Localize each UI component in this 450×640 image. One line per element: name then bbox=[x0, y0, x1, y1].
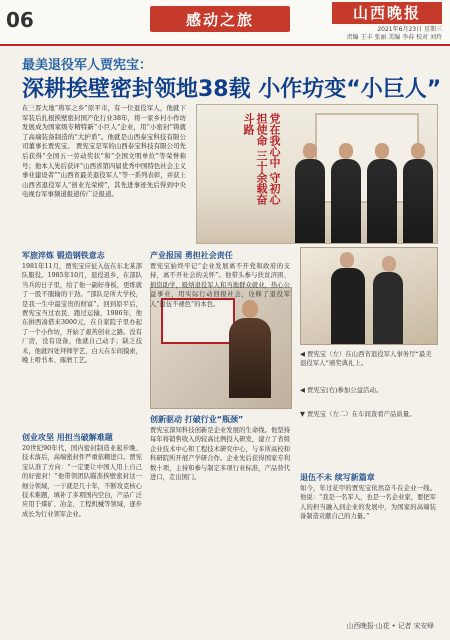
article-kicker: 最美退役军人贾宪宝： bbox=[22, 58, 153, 73]
section-body-3: 贾宪宝深知科技创新是企业发展的生命线。他坚持每年将销售收入的较高比例投入研发，建立了省级企业技术中心和工程技术研究中心，与多所高校和科研院所开展产学研合作。企业先后获得国家专利数十项，主持和参与制定多项行业标准，产品替代进口，走出国门。 bbox=[150, 427, 290, 482]
article-lede: 在三晋大地“将军之乡”原平市，有一位退役军人，他就下军装后扎根挨壁密封国产化行业38年，将一家乡村小作坊发展成为国家级专精特新“小巨人”企业，用“小密封”铸就了高端装备制造的“大护盾”。他就是山西泰宝科技有限公司董事长贾宪宝。 贾宪宝是军的山西泰宝科技有限公司先后获得“全国五一劳动奖状”和“全国文明单位”等荣誉称号；他本人先后获评“山西省第四届优秀中国特色社会主义事业建设者”“山西省最美退役军人”等一系列表彰，并获上山西省退役军人“创业光荣榜”，其先进事迹先后得到中央电视台军事频道报道传广泛报道。 bbox=[22, 104, 186, 199]
section-body-1: 1981年11月，贾宪宝应征入伍在东北某部队服役。1985年10月，退役返乡，在部队当兵的日子里，给了他一副好身板，更练就了一股不服输的干劲。“部队是所大学校，是我一生中最宝贵的财富”。回到原平后，贾宪宝当过农民、跑过运输，1986年，他东拼西凑借来3000元，在自家院子里办起了一个小作坊，开始了艰苦创业之路。没有厂房，没有设备，他就自己动手；缺乏技术，他就四处拜师学艺，白天在车间摸索，晚上啃书本、琢磨工艺。 bbox=[22, 263, 142, 365]
section-heading-4: 产业报国 勇担社会责任 bbox=[150, 251, 233, 260]
issue-meta bbox=[282, 26, 442, 42]
section-heading-3: 创新驱动 打破行业“瓶颈” bbox=[150, 415, 244, 424]
caption-photo-bottom: ▼ 贾宪宝（左二）在车间查看产品质量。 bbox=[300, 410, 416, 418]
meta-line-1: 2021年6月23日 星期三 bbox=[377, 26, 442, 33]
photo-person-2 bbox=[331, 159, 361, 243]
photo-person-b bbox=[373, 272, 403, 344]
section-body-2: 20世纪90年代，国内密封制造业起步晚、技术落后，高端密封件严重依赖进口。贾宪宝认准了方向：“一定要让中国人用上自己的好密封！”他带领团队瞄准挨壁密封这一细分领域，一干就是几十年，不断攻克核心技术难题，填补了多项国内空白，产品广泛应用于煤矿、冶金、工程机械等领域，逐步成长为行业领军企业。 bbox=[22, 445, 142, 518]
section-band bbox=[150, 6, 290, 32]
page-number: 06 bbox=[6, 8, 34, 32]
photo-top bbox=[196, 104, 438, 244]
article-footer: 山西晚报·山花 • 记者 宋安峰 bbox=[346, 622, 434, 630]
photo-person bbox=[229, 318, 271, 398]
photo-person-1 bbox=[295, 159, 325, 243]
caption-photo-mid: ◀ 贾宪宝(右)参加公益活动。 bbox=[300, 386, 383, 394]
section-body-5: 如今，年过花甲的贾宪宝依然奋斗在企业一线。他说：“我是一名军人，也是一名企业家，要把军人的担当融入到企业的发展中，为国家的高端装备制造贡献自己的力量。” bbox=[300, 485, 436, 521]
photo-person-3 bbox=[367, 159, 397, 243]
meta-line-2: 责编 王丰 张丽 美编 李春 校对 刘玲 bbox=[346, 34, 442, 41]
photo-right bbox=[300, 247, 438, 345]
section-heading-2: 创业攻坚 用担当破解难题 bbox=[22, 433, 113, 442]
section-title: 感动之旅 bbox=[185, 11, 254, 29]
section-heading-1: 军旅淬炼 锻造钢铁意志 bbox=[22, 251, 105, 260]
photo-person-4 bbox=[403, 159, 433, 243]
section-body-4: 贾宪宝始终牢记“企业发展离不开党和政府的支持，离不开社会的关怀”。他带头参与扶贫济困、捐资助学，吸纳退役军人和当地群众就业，热心公益事业，用实际行动回报社会，诠释了退役军人“退伍不褪色”的本色。 bbox=[150, 263, 290, 308]
masthead: 山西晚报 bbox=[332, 2, 442, 24]
article-headline: 深耕挨壁密封领地38载 小作坊变“小巨人” bbox=[22, 77, 442, 102]
photo-person-a bbox=[331, 268, 365, 344]
photo-engraving: 党在我心中 守初心 担使命 三十余载奋斗路 bbox=[242, 113, 281, 205]
section-heading-5: 退伍不未 续写新篇章 bbox=[300, 473, 375, 482]
caption-photo-right: ◀ 贾宪宝（左）在山西省退役军人事务厅“最美退役军人”颁奖典礼上。 bbox=[300, 350, 432, 367]
page-header bbox=[0, 0, 450, 46]
